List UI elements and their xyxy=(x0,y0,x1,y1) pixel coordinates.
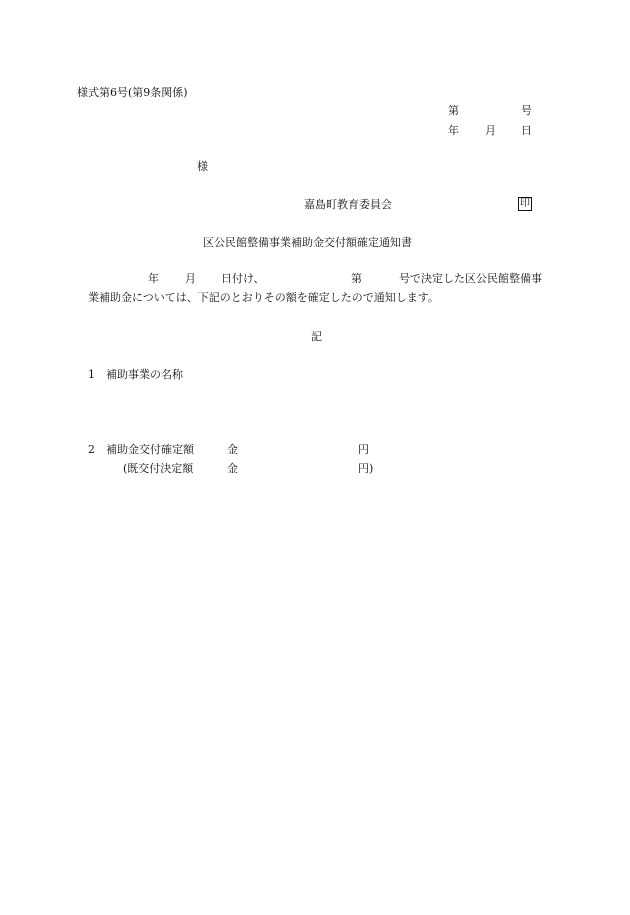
body-month: 月 xyxy=(185,272,196,285)
item2-label: 補助金交付確定額 xyxy=(106,443,194,456)
date-year: 年 xyxy=(448,124,459,137)
body-line2: 業補助金については、下記のとおりその額を確定したので通知します。 xyxy=(88,291,439,304)
addressee-suffix: 様 xyxy=(197,160,208,173)
item2-number: 2 xyxy=(88,443,95,456)
date-month: 月 xyxy=(485,124,496,137)
item2-prior-yen: 円) xyxy=(358,462,374,475)
item2-yen: 円 xyxy=(358,443,369,456)
body-line1-tail: 号で決定した区公民館整備事 xyxy=(399,272,542,285)
issuer-name: 嘉島町教育委員会 xyxy=(304,198,392,211)
item1-number: 1 xyxy=(88,368,95,381)
date-day: 日 xyxy=(521,124,532,137)
doc-number-dai: 第 xyxy=(448,104,459,117)
item2-kin: 金 xyxy=(227,443,238,456)
item2-prior-label: (既交付決定額 xyxy=(123,462,194,475)
item2-prior-kin: 金 xyxy=(227,462,238,475)
ki-heading: 記 xyxy=(311,330,322,343)
body-year: 年 xyxy=(148,272,159,285)
document-title: 区公民館整備事業補助金交付額確定通知書 xyxy=(203,236,412,249)
body-day-ref: 日付け、 xyxy=(221,272,265,285)
doc-number-go: 号 xyxy=(521,104,532,117)
item1-label: 補助事業の名称 xyxy=(106,368,183,381)
form-number: 様式第6号(第9条関係) xyxy=(77,86,188,99)
seal-mark: 印 xyxy=(520,198,530,209)
body-dai: 第 xyxy=(351,272,362,285)
